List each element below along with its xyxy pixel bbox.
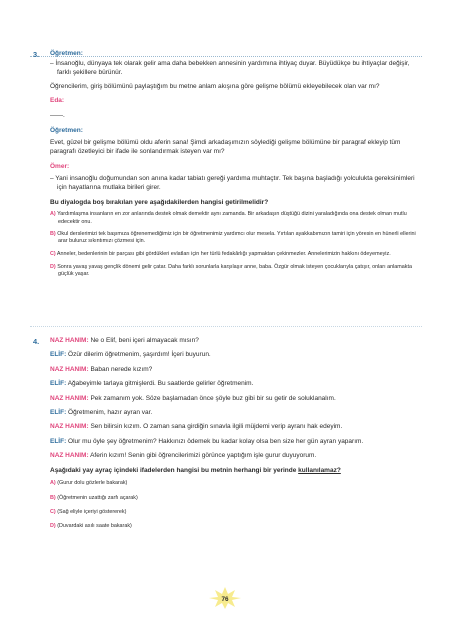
question-3	[50, 50, 425, 283]
speaker-teacher-2: Öğretmen:	[50, 126, 83, 134]
q4-option-c[interactable]: C) (Sağ eliyle içeriyi göstererek)	[50, 508, 127, 515]
dialogue-line: ELİF: Öğretmenim, hazır ayran var.	[50, 408, 153, 416]
dialogue-line: ELİF: Olur mu öyle şey öğretmenim? Hakkınızı ödemek bu kadar kolay olsa ben size her gün ayran yaparım.	[50, 437, 364, 445]
q3-option-a[interactable]: A) Yardımlaşma insanların en zor anlarında destek olmak demektir aynı zamanda. Bir arkadaşın düştüğü dizini yaraladığında ona destek olman mutlu edecektir onu.	[50, 211, 407, 225]
question-4-number: 4.	[33, 337, 40, 346]
q4-option-b[interactable]: B) (Öğretmenin uzattığı zarfı açarak)	[50, 494, 138, 501]
dialogue-line: NAZ HANIM: Pek zamanım yok. Söze başlamadan önce şöyle buz gibi bir su getir de soluklanalım.	[50, 394, 336, 402]
question-4	[50, 337, 425, 538]
question-3-number: 3.	[33, 50, 40, 59]
question-separator	[30, 326, 422, 327]
teacher-intro-text: – İnsanoğlu, dünyaya tek olarak gelir ama daha bebekken annesinin yardımına ihtiyaç duyar. Büyüdükçe bu ihtiyaçlar değişir, farklı şekillere bürünür.	[50, 59, 410, 76]
dialogue-line: NAZ HANIM: Baban nerede kızım?	[50, 365, 153, 373]
question-4-prompt: Aşağıdaki yay ayraç içindeki ifadelerden hangisi bu metnin herhangi bir yerinde kullanılamaz?	[50, 466, 341, 474]
page-number: 76	[221, 596, 229, 603]
dialogue-line: NAZ HANIM: Sen bilirsin kızım. O zaman sana girdiğin sınavla ilgili müjdemi verip ayranı hak edeyim.	[50, 423, 343, 431]
dialogue-line: NAZ HANIM: Ne o Elif, beni içeri almayacak mısın?	[50, 337, 199, 344]
question-3-prompt: Bu diyalogda boş bırakılan yere aşağıdakilerden hangisi getirilmelidir?	[50, 198, 269, 206]
speaker-teacher: Öğretmen:	[50, 50, 83, 57]
blank-line: ——.	[50, 112, 65, 120]
omer-text: – Yani insanoğlu doğumundan son anına kadar tabiatı gereği yardıma muhtaçtır. Tek başına başladığı yolculukta gereksinimleri için hayatlarına mutlaka birileri girer.	[50, 175, 415, 192]
dialogue-line: ELİF: Özür dilerim öğretmenim, şaşırdım! İçeri buyurun.	[50, 351, 211, 359]
dialogue-line: ELİF: Ağabeyimle tarlaya gitmişlerdi. Bu saatlerde gelirler öğretmenim.	[50, 380, 254, 388]
speaker-eda: Eda:	[50, 97, 65, 105]
dialogue-line: NAZ HANIM: Aferin kızım! Senin gibi öğrencilerimizi görünce yaptığım işle gurur duyuyorum.	[50, 452, 317, 460]
q3-option-c[interactable]: C) Anneler, bedenlerinin bir parçası gibi gördükleri evlatları için her türlü fedakârlığı yapmaktan çekinmezler. Annelerimizin hakkını ödeyemeyiz.	[50, 250, 391, 257]
q4-option-d[interactable]: D) (Duvardaki asılı saate bakarak)	[50, 523, 132, 530]
teacher-feedback-text: Evet, güzel bir gelişme bölümü oldu aferin sana! Şimdi arkadaşımızın söylediği gelişme bölümüne bir paragraf ekleyip tüm paragrafı özetleyici bir ifade ile sonlandırmak isteyen var mı?	[50, 139, 401, 156]
q3-option-d[interactable]: D) Sonra yavaş yavaş gençlik dönemi gelir çatar. Daha farklı sorunlarla karşılaşır anne, baba. Özgür olmak isteyen çocuklarıyla çatışır, onları anlamakta güçlük yaşar.	[50, 263, 412, 277]
q3-option-b[interactable]: B) Okul derslerimizi tek başımıza öğrenemediğimiz için bir öğretmenimiz yardımcı olur mesela. Yırtılan ayakkabımızın tamiri için yöresin en hünerli ellerini arar buluruz sıkıntımızı çözmesi için.	[50, 231, 416, 245]
speaker-omer: Ömer:	[50, 162, 70, 170]
teacher-question-text: Öğrencilerim, giriş bölümünü paylaştığım bu metne anlam akışına göre gelişme bölümü ekleyebilecek olan var mı?	[50, 82, 380, 90]
q4-option-a[interactable]: A) (Gurur dolu gözlerle bakarak)	[50, 480, 128, 487]
